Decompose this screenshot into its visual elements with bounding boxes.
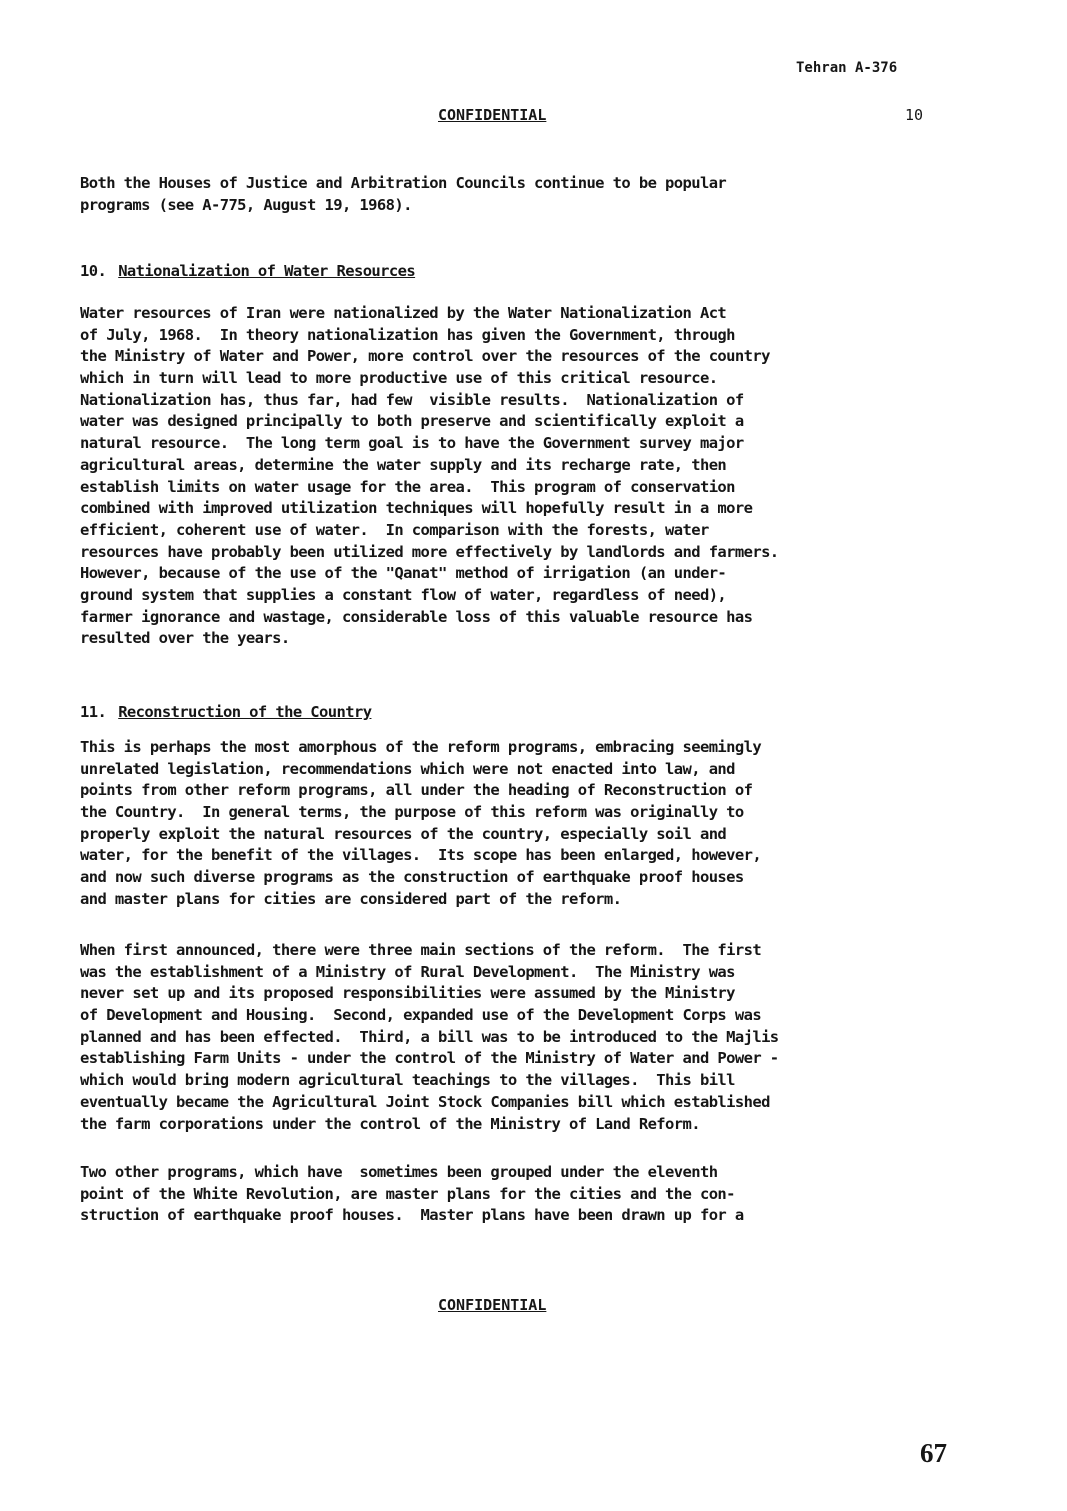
text-line: Two other programs, which have sometimes been grouped under the eleventh	[80, 1163, 718, 1181]
section-11-paragraph-3	[80, 1162, 990, 1227]
text-line: combined with improved utilization techniques will hopefully result in a more	[80, 499, 753, 518]
text-line: never set up and its proposed responsibilities were assumed by the Ministry	[80, 984, 735, 1003]
text-line: When first announced, there were three main sections of the reform. The first	[80, 941, 762, 959]
archive-page-number: 67	[920, 1438, 947, 1468]
text-line: which in turn will lead to more productive use of this critical resource.	[80, 369, 718, 388]
document-reference: Tehran A-376	[796, 60, 898, 76]
text-line: and now such diverse programs as the construction of earthquake proof houses	[80, 868, 744, 887]
text-line: was the establishment of a Ministry of Rural Development. The Ministry was	[80, 962, 735, 981]
section-10-heading	[80, 262, 415, 280]
section-11-paragraph-2	[80, 940, 990, 1135]
section-11-paragraph-1	[80, 737, 990, 911]
text-line: water was designed principally to both preserve and scientifically exploit a	[80, 412, 744, 431]
section-title: Reconstruction of the Country	[118, 703, 372, 721]
text-line: programs (see A-775, August 19, 1968).	[80, 195, 412, 214]
section-11-heading	[80, 703, 371, 721]
text-line: Nationalization has, thus far, had few visible results. Nationalization of	[80, 390, 744, 409]
text-line: eventually became the Agricultural Joint Stock Companies bill which established	[80, 1092, 770, 1111]
text-line: planned and has been effected. Third, a bill was to be introduced to the Majlis	[80, 1027, 779, 1046]
text-line: of July, 1968. In theory nationalization has given the Government, through	[80, 325, 735, 344]
text-line: ground system that supplies a constant flow of water, regardless of need),	[80, 585, 727, 604]
text-line: water, for the benefit of the villages. Its scope has been enlarged, however,	[80, 846, 762, 865]
text-line: establish limits on water usage for the area. This program of conservation	[80, 477, 735, 496]
text-line: properly exploit the natural resources of the country, especially soil and	[80, 824, 727, 843]
text-line: and master plans for cities are considered part of the reform.	[80, 889, 622, 908]
section-10-paragraph	[80, 303, 990, 650]
text-line: unrelated legislation, recommendations which were not enacted into law, and	[80, 759, 735, 778]
section-title: Nationalization of Water Resources	[118, 262, 416, 280]
classification-footer: CONFIDENTIAL	[438, 1296, 547, 1314]
text-line: This is perhaps the most amorphous of the reform programs, embracing seemingly	[80, 738, 762, 756]
section-number: 10.	[80, 262, 107, 280]
text-line: the Country. In general terms, the purpose of this reform was originally to	[80, 803, 744, 822]
text-line: resulted over the years.	[80, 629, 290, 648]
classification-header: CONFIDENTIAL	[438, 106, 547, 124]
text-line: farmer ignorance and wastage, considerable loss of this valuable resource has	[80, 607, 753, 626]
text-line: However, because of the use of the "Qanat" method of irrigation (an under-	[80, 564, 727, 583]
text-line: Both the Houses of Justice and Arbitration Councils continue to be popular	[80, 174, 727, 192]
section-number: 11.	[80, 703, 107, 721]
text-line: which would bring modern agricultural teachings to the villages. This bill	[80, 1071, 735, 1090]
text-line: points from other reform programs, all under the heading of Reconstruction of	[80, 781, 753, 800]
text-line: struction of earthquake proof houses. Master plans have been drawn up for a	[80, 1206, 744, 1225]
text-line: agricultural areas, determine the water supply and its recharge rate, then	[80, 455, 727, 474]
text-line: Water resources of Iran were nationalized by the Water Nationalization Act	[80, 304, 727, 322]
text-line: natural resource. The long term goal is to have the Government survey major	[80, 434, 744, 453]
page-number: 10	[905, 106, 924, 124]
text-line: efficient, coherent use of water. In comparison with the forests, water	[80, 520, 709, 539]
text-line: the Ministry of Water and Power, more control over the resources of the country	[80, 347, 770, 366]
intro-paragraph	[80, 173, 990, 216]
text-line: establishing Farm Units - under the control of the Ministry of Water and Power -	[80, 1049, 779, 1068]
text-line: point of the White Revolution, are master plans for the cities and the con-	[80, 1184, 735, 1203]
text-line: the farm corporations under the control of the Ministry of Land Reform.	[80, 1114, 700, 1133]
text-line: resources have probably been utilized more effectively by landlords and farmers.	[80, 542, 779, 561]
text-line: of Development and Housing. Second, expanded use of the Development Corps was	[80, 1006, 762, 1025]
